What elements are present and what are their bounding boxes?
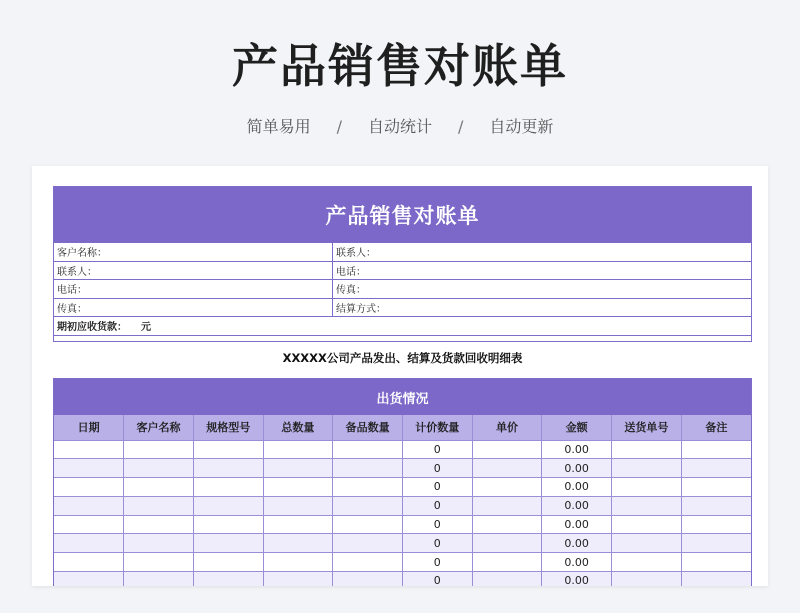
info-cell-fax[interactable]: 传真： bbox=[54, 299, 333, 317]
info-cell-customer-name[interactable]: 客户名称： bbox=[54, 243, 333, 261]
table-row bbox=[54, 572, 751, 586]
table-cell[interactable] bbox=[124, 478, 194, 497]
table-cell[interactable] bbox=[54, 440, 124, 459]
table-cell[interactable] bbox=[124, 459, 194, 478]
info-row bbox=[54, 242, 751, 261]
column-header-remarks: 备注 bbox=[681, 415, 751, 440]
table-cell[interactable] bbox=[193, 478, 263, 497]
table-cell[interactable] bbox=[54, 515, 124, 534]
table-cell[interactable] bbox=[472, 478, 542, 497]
table-row bbox=[54, 478, 751, 497]
shipment-section-title: 出货情况 bbox=[54, 379, 751, 415]
table-cell[interactable]: 0.00 bbox=[542, 478, 612, 497]
statement-header-block bbox=[53, 186, 752, 342]
table-cell[interactable]: 0.00 bbox=[542, 572, 612, 586]
table-cell[interactable]: 0.00 bbox=[542, 496, 612, 515]
table-cell[interactable] bbox=[472, 515, 542, 534]
table-cell[interactable] bbox=[681, 478, 751, 497]
table-cell[interactable] bbox=[124, 440, 194, 459]
column-header-customer-name: 客户名称 bbox=[124, 415, 194, 440]
table-cell[interactable] bbox=[333, 496, 403, 515]
table-cell[interactable] bbox=[263, 459, 333, 478]
table-cell[interactable]: 0 bbox=[402, 459, 472, 478]
opening-balance-unit: 元 bbox=[141, 322, 151, 334]
table-cell[interactable]: 0.00 bbox=[542, 459, 612, 478]
separator: / bbox=[336, 117, 342, 136]
table-cell[interactable] bbox=[333, 515, 403, 534]
table-cell[interactable]: 0.00 bbox=[542, 553, 612, 572]
table-cell[interactable] bbox=[612, 496, 682, 515]
table-cell[interactable] bbox=[193, 440, 263, 459]
table-cell[interactable]: 0.00 bbox=[542, 515, 612, 534]
table-cell[interactable] bbox=[193, 459, 263, 478]
table-cell[interactable] bbox=[681, 496, 751, 515]
table-cell[interactable] bbox=[263, 478, 333, 497]
feature-auto-stats: 自动统计 bbox=[367, 117, 432, 136]
table-cell[interactable] bbox=[681, 553, 751, 572]
info-cell-contact[interactable]: 联系人： bbox=[336, 248, 376, 260]
separator: / bbox=[458, 117, 464, 136]
table-cell[interactable] bbox=[263, 440, 333, 459]
table-cell[interactable] bbox=[612, 515, 682, 534]
table-cell[interactable] bbox=[472, 534, 542, 553]
info-row bbox=[54, 261, 751, 280]
table-cell[interactable] bbox=[472, 553, 542, 572]
table-cell[interactable] bbox=[612, 459, 682, 478]
table-cell[interactable] bbox=[124, 496, 194, 515]
table-cell[interactable] bbox=[124, 572, 194, 586]
table-cell[interactable] bbox=[472, 496, 542, 515]
spreadsheet-preview bbox=[32, 166, 768, 586]
table-cell[interactable] bbox=[263, 534, 333, 553]
table-cell[interactable] bbox=[193, 572, 263, 586]
table-cell[interactable] bbox=[193, 496, 263, 515]
table-cell[interactable] bbox=[263, 572, 333, 586]
column-header-unit-price: 单价 bbox=[472, 415, 542, 440]
column-header-billed-qty: 计价数量 bbox=[402, 415, 472, 440]
table-cell[interactable] bbox=[681, 515, 751, 534]
table-cell[interactable] bbox=[333, 478, 403, 497]
table-cell[interactable]: 0 bbox=[402, 553, 472, 572]
table-cell[interactable] bbox=[333, 553, 403, 572]
opening-balance-label: 期初应收货款： bbox=[57, 322, 127, 334]
table-cell[interactable] bbox=[333, 459, 403, 478]
table-cell[interactable]: 0 bbox=[402, 534, 472, 553]
info-cell-phone[interactable]: 电话： bbox=[54, 280, 333, 298]
feature-easy: 简单易用 bbox=[246, 117, 311, 136]
table-cell[interactable] bbox=[54, 572, 124, 586]
info-row-opening-balance bbox=[54, 316, 751, 335]
table-cell[interactable] bbox=[54, 496, 124, 515]
info-row bbox=[54, 298, 751, 317]
table-cell[interactable] bbox=[124, 534, 194, 553]
table-cell[interactable]: 0 bbox=[402, 440, 472, 459]
table-cell[interactable]: 0.00 bbox=[542, 440, 612, 459]
feature-tagline bbox=[0, 114, 800, 137]
info-cell-settlement-method[interactable]: 结算方式： bbox=[336, 303, 386, 315]
table-cell[interactable] bbox=[612, 572, 682, 586]
table-cell[interactable] bbox=[472, 572, 542, 586]
opening-balance-cell[interactable] bbox=[54, 317, 751, 335]
column-header-amount: 金额 bbox=[542, 415, 612, 440]
table-cell[interactable] bbox=[612, 534, 682, 553]
info-cell-contact[interactable]: 联系人： bbox=[54, 262, 333, 280]
column-header-model: 规格型号 bbox=[193, 415, 263, 440]
shipment-table-block bbox=[53, 378, 752, 586]
table-row bbox=[54, 459, 751, 478]
shipment-table-body bbox=[54, 440, 751, 586]
table-cell[interactable] bbox=[124, 553, 194, 572]
table-cell[interactable] bbox=[263, 496, 333, 515]
table-cell[interactable] bbox=[681, 459, 751, 478]
table-cell[interactable] bbox=[54, 478, 124, 497]
table-cell[interactable] bbox=[681, 534, 751, 553]
table-cell[interactable] bbox=[681, 572, 751, 586]
column-header-spare-qty: 备品数量 bbox=[333, 415, 403, 440]
shipment-table bbox=[54, 415, 751, 586]
info-row bbox=[54, 279, 751, 298]
table-cell[interactable]: 0 bbox=[402, 572, 472, 586]
table-cell[interactable]: 0.00 bbox=[542, 534, 612, 553]
info-cell-phone[interactable]: 电话： bbox=[336, 266, 366, 278]
table-cell[interactable] bbox=[333, 534, 403, 553]
table-cell[interactable] bbox=[54, 534, 124, 553]
feature-auto-update: 自动更新 bbox=[489, 117, 554, 136]
table-header-row bbox=[54, 415, 751, 440]
table-cell[interactable] bbox=[612, 440, 682, 459]
statement-title: 产品销售对账单 bbox=[54, 187, 751, 242]
table-row bbox=[54, 553, 751, 572]
table-row bbox=[54, 440, 751, 459]
table-cell[interactable] bbox=[333, 572, 403, 586]
table-cell[interactable] bbox=[193, 553, 263, 572]
table-cell[interactable] bbox=[124, 515, 194, 534]
table-cell[interactable]: 0 bbox=[402, 496, 472, 515]
table-cell[interactable] bbox=[54, 459, 124, 478]
table-row bbox=[54, 515, 751, 534]
table-cell[interactable]: 0 bbox=[402, 515, 472, 534]
column-header-total-qty: 总数量 bbox=[263, 415, 333, 440]
table-cell[interactable] bbox=[263, 515, 333, 534]
table-row bbox=[54, 496, 751, 515]
table-row bbox=[54, 534, 751, 553]
table-cell[interactable] bbox=[193, 515, 263, 534]
table-cell[interactable] bbox=[193, 534, 263, 553]
table-cell[interactable] bbox=[681, 440, 751, 459]
info-cell-fax[interactable]: 传真： bbox=[336, 285, 366, 297]
column-header-delivery-no: 送货单号 bbox=[612, 415, 682, 440]
table-cell[interactable] bbox=[263, 553, 333, 572]
company-statement-caption: XXXXX公司产品发出、结算及货款回收明细表 bbox=[282, 351, 523, 365]
page-title: 产品销售对账单 bbox=[232, 39, 568, 93]
table-cell[interactable] bbox=[612, 478, 682, 497]
table-cell[interactable] bbox=[612, 553, 682, 572]
table-cell[interactable] bbox=[54, 553, 124, 572]
table-cell[interactable] bbox=[472, 440, 542, 459]
table-cell[interactable] bbox=[472, 459, 542, 478]
table-cell[interactable]: 0 bbox=[402, 478, 472, 497]
table-cell[interactable] bbox=[333, 440, 403, 459]
column-header-date: 日期 bbox=[54, 415, 124, 440]
divider bbox=[54, 335, 751, 341]
